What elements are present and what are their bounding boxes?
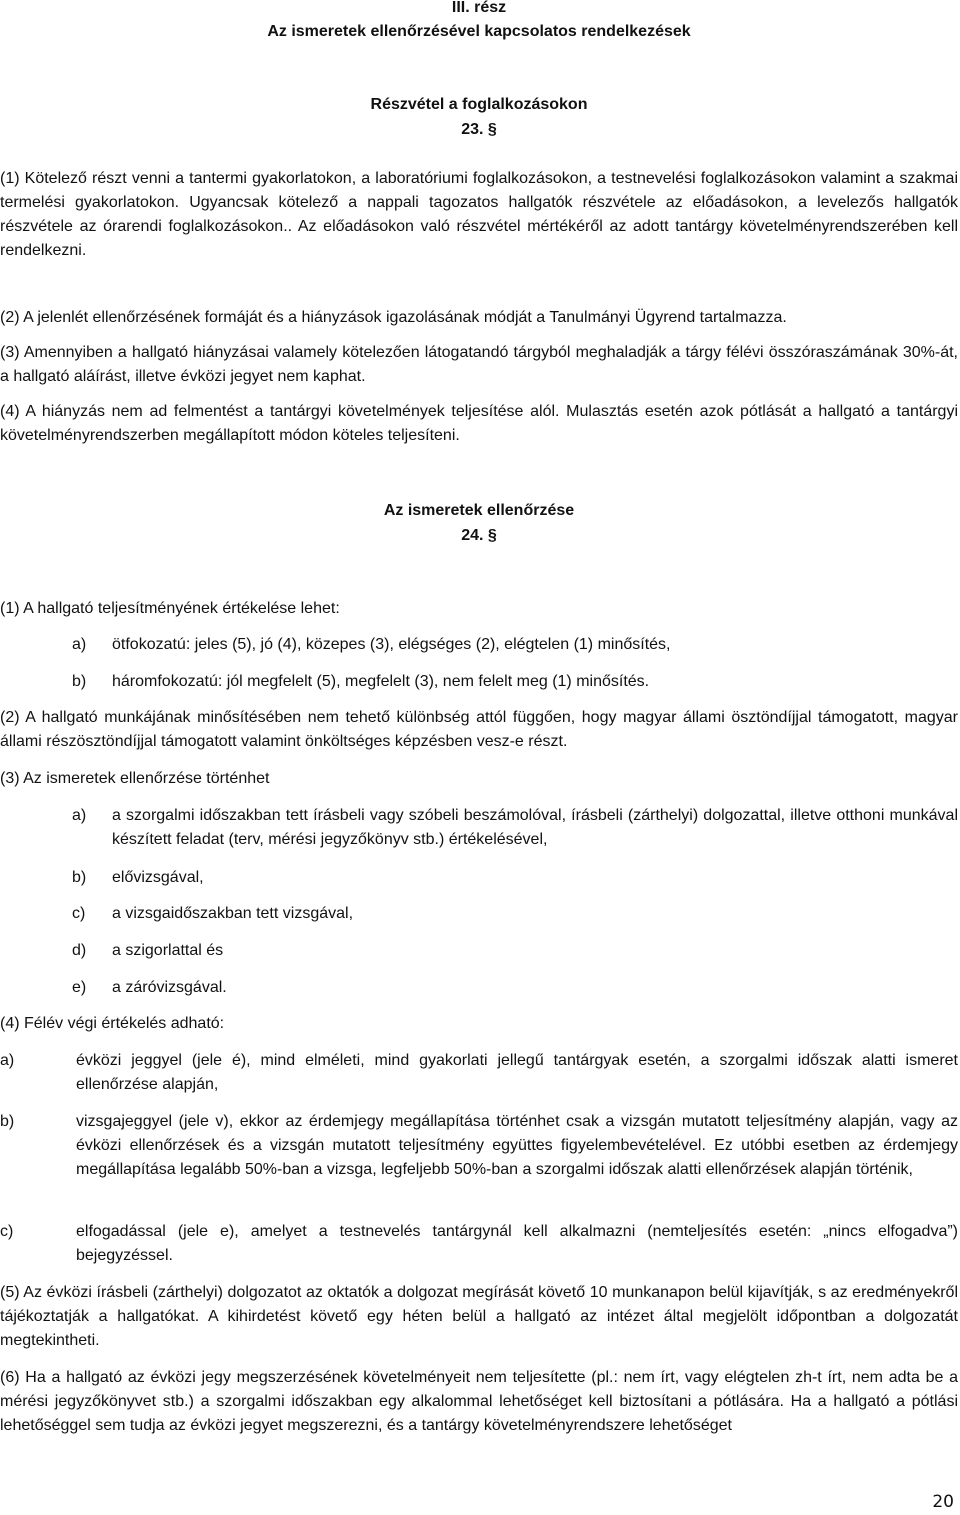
list-item-text: vizsgajeggyel (jele v), ekkor az érdemjegy megállapítása történhet csak a vizsgán mutatott teljesítmény alapján, vagy az évközi ellenőrzések és a vizsgán mutatott teljesítmény együttes figyelembevételével. Ez utóbbi esetben az érdemjegy megállapítása legalább 50%-ban a vizsga, legfeljebb 50%-ban a szorgalmi időszak alatti ellenőrzések alapján történik, <box>76 1113 958 1178</box>
sec24-paragraph-3: (3) Az ismeretek ellenőrzése történhet <box>0 770 270 787</box>
section-24-heading: Az ismeretek ellenőrzése <box>383 502 575 519</box>
list-item-text: háromfokozatú: jól megfelelt (5), megfelelt (3), nem felelt meg (1) minősítés. <box>112 673 650 690</box>
sec24-paragraph-1: (1) A hallgató teljesítményének értékelése lehet: <box>0 600 340 617</box>
list-item-text: elővizsgával, <box>112 869 204 886</box>
part-title: III. rész <box>451 0 507 16</box>
list-item-text: a szorgalmi időszakban tett írásbeli vagy szóbeli beszámolóval, írásbeli (zárthelyi) dolgozattal, illetve otthoni munkával készített feladat (terv, mérési jegyzőkönyv stb.) értékelésével, <box>112 807 958 848</box>
list-item-label: a) <box>72 807 87 824</box>
list-item-label: a) <box>0 1052 15 1069</box>
list-item <box>72 866 958 890</box>
list-item-text: ötfokozatú: jeles (5), jó (4), közepes (3), elégséges (2), elégtelen (1) minősítés, <box>112 636 671 653</box>
sec24-paragraph-5: (5) Az évközi írásbeli (zárthelyi) dolgozatot az oktatók a dolgozat megírását követő 10 munkanapon belül kijavítják, s az eredményekről tájékoztatják a hallgatókat. A kihirdetést követő egy héten belül a hallgató az intézet által megjelölt időpontban a dolgozatát megtekintheti. <box>0 1284 958 1349</box>
part-subtitle: Az ismeretek ellenőrzésével kapcsolatos rendelkezések <box>267 23 691 40</box>
list-item-label: c) <box>72 905 86 922</box>
sec24-paragraph-4: (4) Félév végi értékelés adható: <box>0 1015 225 1032</box>
list-item-label: c) <box>0 1223 14 1240</box>
section-23-number: 23. § <box>461 121 497 138</box>
sec24-paragraph-2: (2) A hallgató munkájának minősítésében nem tehető különbség attól függően, hogy magyar állami ösztöndíjjal támogatott, magyar állami részösztöndíjjal támogatott valamint önköltséges képzésben vesz-e részt. <box>0 709 958 750</box>
list-item <box>0 1110 958 1182</box>
sec23-paragraph-2: (2) A jelenlét ellenőrzésének formáját és a hiányzások igazolásának módját a Tanulmányi Ügyrend tartalmazza. <box>0 309 787 326</box>
list-item-text: a záróvizsgával. <box>112 979 227 996</box>
list-item <box>72 976 958 1000</box>
list-item-text: a szigorlattal és <box>112 942 224 959</box>
list-item-label: e) <box>72 979 87 996</box>
list-item-text: a vizsgaidőszakban tett vizsgával, <box>112 905 354 922</box>
list-item <box>72 670 958 694</box>
sec23-paragraph-3: (3) Amennyiben a hallgató hiányzásai valamely kötelezően látogatandó tárgyból meghaladják a tárgy félévi összóraszámának 30%-át, a hallgató aláírást, illetve évközi jegyet nem kaphat. <box>0 344 958 385</box>
page-number: 20 <box>932 1492 954 1512</box>
sec23-paragraph-1: (1) Kötelező részt venni a tantermi gyakorlatokon, a laboratóriumi foglalkozásokon, a testnevelési foglalkozásokon valamint a szakmai termelési gyakorlatokon. Ugyancsak kötelező a nappali tagozatos hallgatók részvétele az előadásokon, a levelezős hallgatók részvétele az órarendi foglalkozásokon.. Az előadásokon való részvétel mértékéről az adott tantárgy követelményrendszerében kell rendelkezni. <box>0 170 958 259</box>
section-23-heading: Részvétel a foglalkozásokon <box>370 96 588 113</box>
list-item <box>72 633 958 657</box>
list-item-label: d) <box>72 942 87 959</box>
list-item <box>72 804 958 852</box>
sec24-paragraph-6: (6) Ha a hallgató az évközi jegy megszerzésének követelményeit nem teljesítette (pl.: nem írt, vagy elégtelen zh-t írt, nem adta be a mérési jegyzőkönyvet stb.) a szorgalmi időszakban egy alkalommal lehetőséget kell biztosítani a pótlására. Ha a hallgató a pótlási lehetőséggel sem tudja az évközi jegyet megszerezni, és a tantárgy követelményrendszere lehetőséget <box>0 1369 958 1434</box>
sec23-paragraph-4: (4) A hiányzás nem ad felmentést a tantárgyi követelmények teljesítése alól. Mulasztás esetén azok pótlását a hallgató a tantárgyi követelményrendszerben megállapított módon köteles teljesíteni. <box>0 403 958 444</box>
list-item-text: évközi jeggyel (jele é), mind elméleti, mind gyakorlati jellegű tantárgyak esetén, a szorgalmi időszak alatti ismeret ellenőrzése alapján, <box>76 1052 958 1093</box>
list-item-label: b) <box>72 869 87 886</box>
list-item <box>72 902 958 926</box>
list-item <box>0 1049 958 1097</box>
list-item-text: elfogadással (jele e), amelyet a testnevelés tantárgynál kell alkalmazni (nemteljesítés esetén: „nincs elfogadva”) bejegyzéssel. <box>76 1223 958 1264</box>
list-item-label: a) <box>72 636 87 653</box>
section-24-number: 24. § <box>461 527 497 544</box>
list-item-label: b) <box>0 1113 15 1130</box>
list-item <box>0 1220 958 1268</box>
list-item <box>72 939 958 963</box>
list-item-label: b) <box>72 673 87 690</box>
